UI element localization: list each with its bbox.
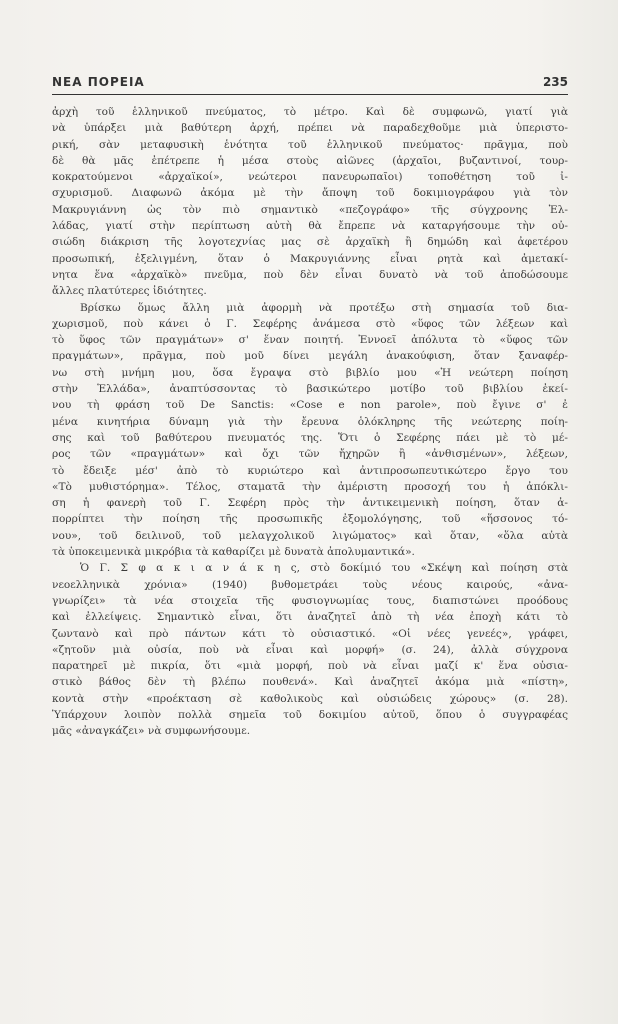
text-line: τὸ ὕφος τῶν πραγμάτων» σ' ἕναν ποιητή. Ἐννοεῖ ἀπόλυτα τὸ «ὕφος τῶν bbox=[52, 334, 568, 347]
text-line: καὶ ἐλλείψεις. Σημαντικὸ εἶναι, ὅτι ἀναζητεῖ ἀπὸ τὴ νέα ἐποχὴ κάτι τὸ bbox=[52, 611, 568, 624]
text-line: ρος τῶν «πραγμάτων» καὶ ὄχι τῶν ἤχηρῶν ἢ «ἀνθισμένων», λέξεων, bbox=[52, 448, 568, 461]
text-line: κοντὰ στὴν «προέκταση σὲ καθολικοὺς καὶ οὐσιώδεις χώρους» (σ. 28). bbox=[52, 692, 568, 705]
text-line: σιώδη διάκριση τῆς λογοτεχνίας μας σὲ ἀρχαϊκὴ ἢ δημώδη καὶ ἀφετέρου bbox=[52, 236, 568, 249]
running-header bbox=[52, 73, 568, 91]
text-line: νου», τοῦ δειλινοῦ, τοῦ μελαγχολικοῦ λιγώματος» καὶ ὅταν, «ὅλα αὐτὰ bbox=[52, 529, 568, 542]
body-text bbox=[52, 104, 568, 740]
text-line: νω στὴ μνήμη μου, ὅσα ἔγραψα στὸ βιβλίο μου «Ἡ νεώτερη ποίηση bbox=[52, 366, 568, 379]
text-line: στὴν Ἑλλάδα», ἀναπτύσσοντας τὸ βασικώτερο μοτίβο τοῦ βιβλίου ἐκεί- bbox=[52, 383, 568, 396]
text-line: ἄλλες πλατύτερες ἰδιότητες. bbox=[52, 285, 207, 298]
paragraph bbox=[52, 104, 568, 300]
text-line: σχυρισμοῦ. Διαφωνῶ ἀκόμα μὲ τὴν ἄποψη τοῦ δοκιμιογράφου γιὰ τὸν bbox=[52, 187, 568, 200]
text-line: νου τὴ φράση τοῦ De Sanctis: «Cose e non parole», ποὺ ἔγινε σ' ἐ bbox=[52, 399, 568, 412]
text-line: νὰ ὑπάρξει μιὰ βαθύτερη ἀρχή, πρέπει νὰ παραδεχθοῦμε μιὰ ὑπεριστο- bbox=[52, 122, 568, 135]
text-line: σης καὶ τοῦ βαθύτερου πνευματός της. Ὅτι ὁ Σεφέρης πάει μὲ τὸ μέ- bbox=[52, 431, 568, 444]
text-line: Ὁ Γ. Σ φ α κ ι α ν ά κ η ς, στὸ δοκίμιό του «Σκέψη καὶ ποίηση στὰ bbox=[80, 562, 568, 575]
text-line: μένα κινητήρια δύναμη γιὰ τὴν ἔρευνα ὁλόκληρης τῆς νεώτερης ποίη- bbox=[52, 415, 568, 428]
text-line: χωρισμοῦ, ποὺ κάνει ὁ Γ. Σεφέρης ἀνάμεσα στὸ «ὕφος τῶν λέξεων καὶ bbox=[52, 317, 568, 330]
text-line: λάδας, γιατί στὴν περίπτωση αὐτὴ θὰ ἔπρεπε νὰ καταργήσουμε τὴν οὐ- bbox=[52, 220, 568, 233]
text-line: νεοελληνικὰ χρόνια» (1940) βυθομετράει τοὺς νέους καιρούς, «ἀνα- bbox=[52, 578, 568, 591]
page-number: 235 bbox=[542, 75, 568, 89]
text-line: ση ἡ φανερὴ τοῦ Γ. Σεφέρη πρὸς τὴν ἀντικειμενικὴ ποίηση, ὅταν ἀ- bbox=[52, 497, 568, 510]
text-line: «ζητοῦν μιὰ οὐσία, ποὺ νὰ εἶναι καὶ μορφή» (σ. 24), ἀλλὰ σύγχρονα bbox=[52, 643, 568, 656]
text-line: «Τὸ μυθιστόρημα». Τέλος, σταματᾶ τὴν ἀμέριστη προσοχή του ἡ ἀπόκλι- bbox=[52, 480, 568, 493]
text-line: Μακρυγιάννη ὡς τὸν πιὸ σημαντικὸ «πεζογράφο» τῆς σύγχρονης Ἑλ- bbox=[52, 203, 568, 216]
text-line: ρική, σὰν μεταφυσικὴ ἑνότητα τοῦ ἑλληνικοῦ πνεύματος· πρᾶγμα, ποὺ bbox=[52, 138, 568, 151]
text-line: πραγμάτων», πρᾶγμα, ποὺ μοῦ δίνει μεγάλη ἀνακούφιση, ὅταν ξαναφέρ- bbox=[52, 350, 568, 363]
journal-title: ΝΕΑ ΠΟΡΕΙΑ bbox=[52, 75, 145, 89]
text-line: τὸ ἔδειξε μέσ' ἀπὸ τὸ κυριώτερο καὶ ἀντιπροσωπευτικώτερο ἔργο του bbox=[52, 464, 568, 477]
text-line: στικὸ βάθος δὲν τὴ βλέπω πουθενά». Καὶ ἀναζητεῖ ἀκόμα μιὰ «πίστη», bbox=[52, 676, 568, 689]
text-line: μᾶς «ἀναγκάζει» νὰ συμφωνήσουμε. bbox=[52, 725, 251, 738]
text-line: γνωρίζει» τὰ νέα στοιχεῖα τῆς φυσιογνωμίας τους, διαπιστώνει προόδους bbox=[52, 594, 568, 607]
header-rule bbox=[52, 94, 568, 95]
text-line: τὰ ὑποκειμενικὰ μικρόβια τὰ καθαρίζει μὲ δυνατὰ ἀπολυμαντικά». bbox=[52, 546, 415, 559]
paragraph bbox=[52, 560, 568, 739]
text-line: ἀρχὴ τοῦ ἑλληνικοῦ πνεύματος, τὸ μέτρο. Καὶ δὲ συμφωνῶ, γιατί γιὰ bbox=[52, 106, 568, 118]
text-line: δὲ θὰ μᾶς ἐπέτρεπε ἡ μέσα στοὺς αἰῶνες (ἀρχαῖοι, βυζαντινοί, τουρ- bbox=[52, 154, 568, 167]
text-line: Βρίσκω ὅμως ἄλλη μιὰ ἀφορμὴ νὰ προτέξω στὴ σημασία τοῦ δια- bbox=[80, 301, 568, 314]
text-line: νητα ἕνα «ἀρχαϊκὸ» πνεῦμα, ποὺ δὲν εἶναι δυνατὸ νὰ τοῦ ἀποδώσουμε bbox=[52, 268, 568, 281]
text-line: πορρίπτει τὴν ποίηση τῆς προσωπικῆς ἐξομολόγησης, τοῦ «ἥσσονος τό- bbox=[52, 513, 568, 526]
text-line: παρατηρεῖ μὲ πικρία, ὅτι «μιὰ μορφή, ποὺ νὰ εἶναι μαζί κ' ἕνα οὐσια- bbox=[52, 660, 568, 673]
paragraph bbox=[52, 300, 568, 561]
text-line: προσωπική, ἐξελιγμένη, ὅταν ὁ Μακρυγιάννης εἶναι ρητὰ καὶ ἀμετακί- bbox=[52, 252, 568, 265]
text-line: κοκρατούμενοι «ἀρχαϊκοί», νεώτεροι πανευρωπαῖοι) τοποθέτηση τοῦ ἰ- bbox=[52, 171, 568, 184]
text-line: Ὑπάρχουν λοιπὸν πολλὰ σημεῖα τοῦ δοκιμίου αὐτοῦ, ὅπου ὁ συγγραφέας bbox=[52, 708, 568, 721]
text-line: ζωντανὸ καὶ πρὸ πάντων κάτι τὸ οὐσιαστικό. «Οἱ νέες γενεές», γράφει, bbox=[52, 627, 568, 640]
